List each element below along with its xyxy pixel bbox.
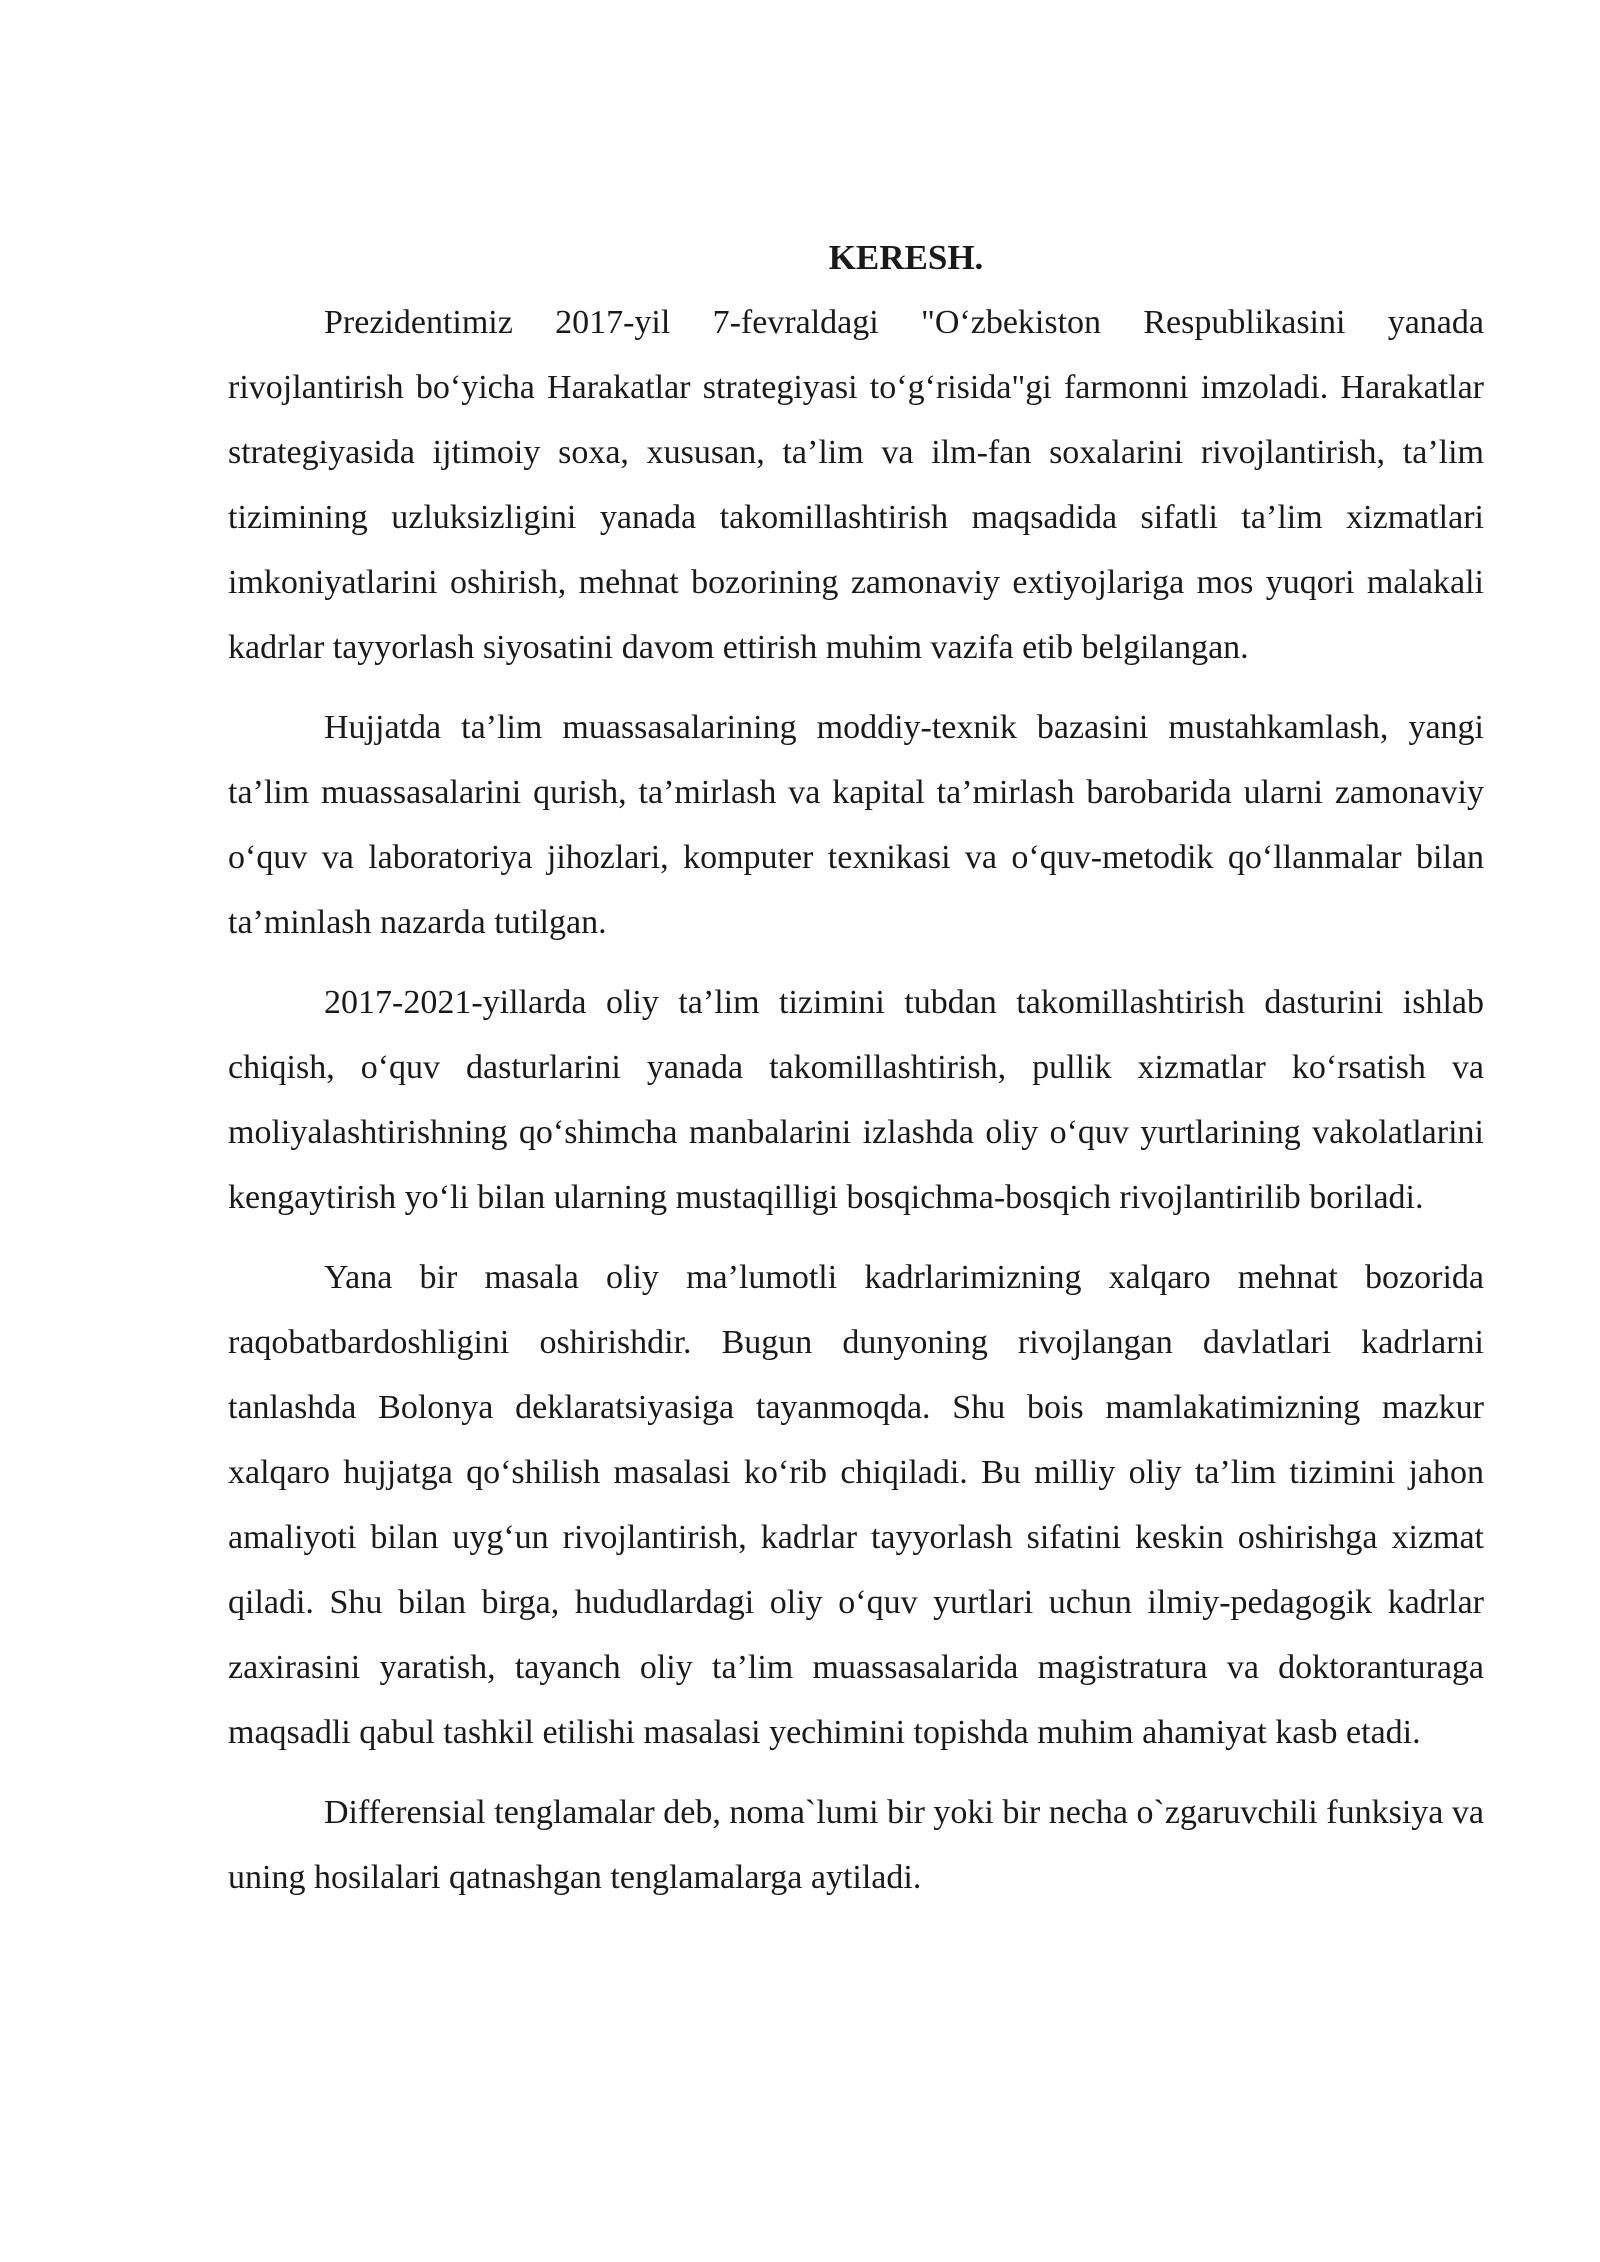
paragraph-5: Differensial tenglamalar deb, noma`lumi bir yoki bir necha o`zgaruvchili funksiya va uning hosilalari qatnashgan tenglamalarga aytiladi.	[228, 1794, 1484, 1896]
paragraph-4: Yana bir masala oliy ma’lumotli kadrlarimizning xalqaro mehnat bozorida raqobatbardoshligini oshirishdir. Bugun dunyoning rivojlangan davlatlari kadrlarni tanlashda Bolonya deklaratsiyasiga tayanmoqda. Shu bois mamlakatimizning mazkur xalqaro hujjatga qo‘shilish masalasi ko‘rib chiqiladi. Bu milliy oliy ta’lim tizimini jahon amaliyoti bilan uyg‘un rivojlantirish, kadrlar tayyorlash sifatini keskin oshirishga xizmat qiladi. Shu bilan birga, hududlardagi oliy o‘quv yurtlari uchun ilmiy-pedagogik kadrlar zaxirasini yaratish, tayanch oliy ta’lim muassasalarida magistratura va doktoranturaga maqsadli qabul tashkil etilishi masalasi yechimini topishda muhim ahamiyat kasb etadi.	[228, 1259, 1484, 1751]
paragraph-1: Prezidentimiz 2017-yil 7-fevraldagi "O‘zbekiston Respublikasini yanada rivojlantirish bo‘yicha Harakatlar strategiyasi to‘g‘risida"gi farmonni imzoladi. Harakatlar strategiyasida ijtimoiy soxa, xususan, ta’lim va ilm-fan soxalarini rivojlantirish, ta’lim tizimining uzluksizligini yanada takomillashtirish maqsadida sifatli ta’lim xizmatlari imkoniyatlarini oshirish, mehnat bozorining zamonaviy extiyojlariga mos yuqori malakali kadrlar tayyorlash siyosatini davom ettirish muhim vazifa etib belgilangan.	[228, 304, 1484, 666]
paragraph-3: 2017-2021-yillarda oliy ta’lim tizimini tubdan takomillashtirish dasturini ishlab chiqish, o‘quv dasturlarini yanada takomillashtirish, pullik xizmatlar ko‘rsatish va moliyalashtirishning qo‘shimcha manbalarini izlashda oliy o‘quv yurtlarining vakolatlarini kengaytirish yo‘li bilan ularning mustaqilligi bosqichma-bosqich rivojlantirilib boriladi.	[228, 984, 1484, 1216]
document-title: KERESH.	[828, 238, 984, 277]
paragraph-2: Hujjatda ta’lim muassasalarining moddiy-texnik bazasini mustahkamlash, yangi ta’lim muassasalarini qurish, ta’mirlash va kapital ta’mirlash barobarida ularni zamonaviy o‘quv va laboratoriya jihozlari, komputer texnikasi va o‘quv-metodik qo‘llanmalar bilan ta’minlash nazarda tutilgan.	[228, 709, 1484, 941]
document-page	[228, 225, 1484, 1925]
